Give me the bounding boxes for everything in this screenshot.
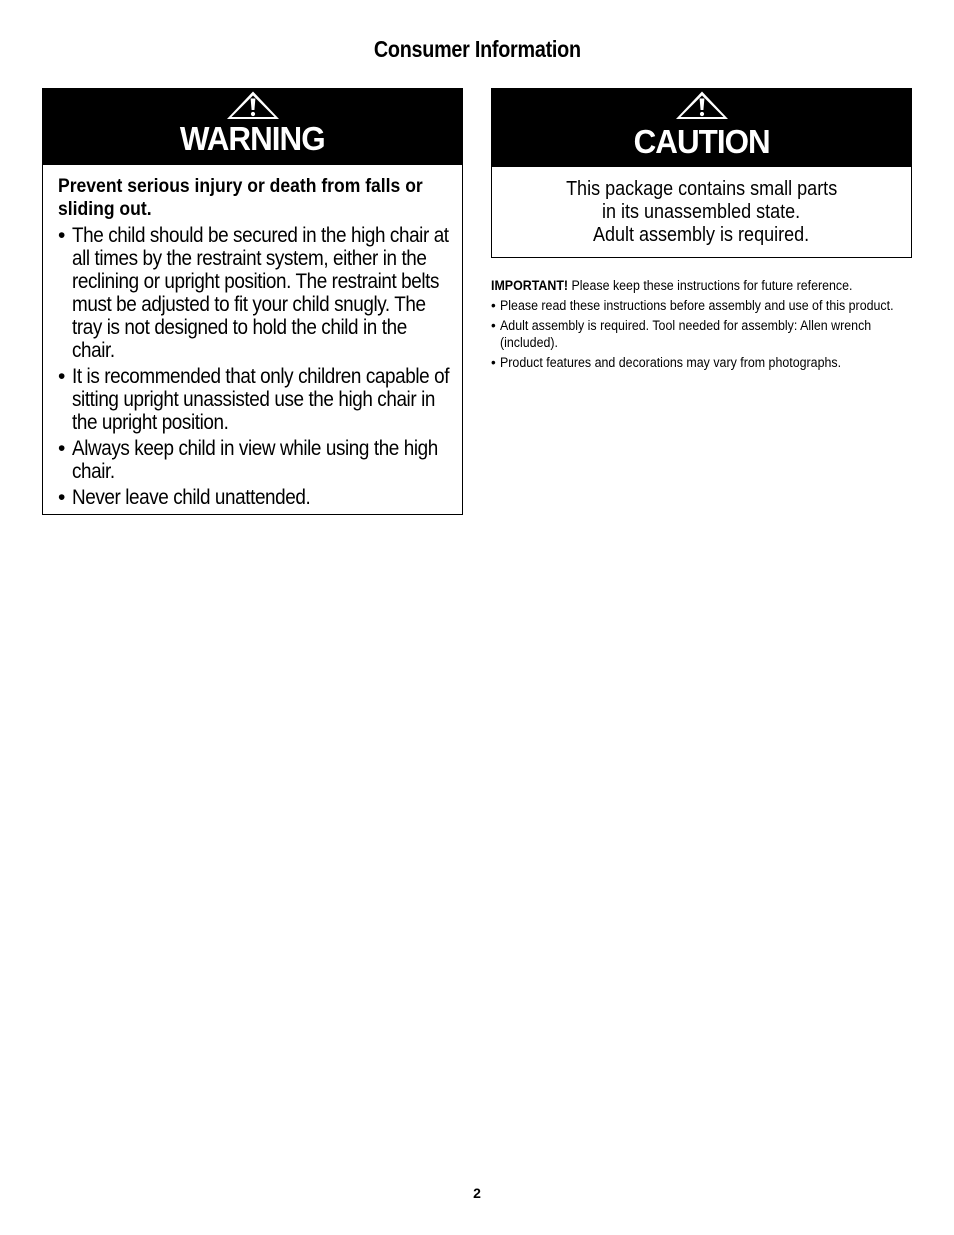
caution-body (492, 167, 911, 247)
warning-list (58, 224, 452, 509)
important-notes (491, 277, 911, 374)
page-number: 2 (473, 1185, 481, 1201)
important-paragraph (491, 277, 911, 294)
warning-item: • Always keep child in view while using the high chair. (58, 437, 452, 483)
warning-body (43, 165, 462, 509)
important-label: IMPORTANT! (491, 278, 569, 293)
important-item: • Adult assembly is required. Tool needed for assembly: Allen wrench (included). (491, 317, 911, 351)
warning-heading: WARNING (180, 120, 325, 157)
caution-line: Adult assembly is required. (593, 224, 810, 246)
caution-heading: CAUTION (633, 123, 770, 160)
exclamation-triangle-icon (674, 90, 730, 120)
caution-box (491, 88, 912, 258)
important-item: • Please read these instructions before assembly and use of this product. (491, 297, 911, 314)
warning-item: • The child should be secured in the high chair at all times by the restraint system, either in the reclining or upright position. The restraint belts must be adjusted to fit your child snugly. The tray is not designed to hold the child in the chair. (58, 224, 452, 362)
page-title: Consumer Information (373, 36, 581, 62)
important-text: Please keep these instructions for future reference. (571, 278, 853, 293)
warning-item: • Never leave child unattended. (58, 486, 452, 509)
caution-line: This package contains small parts (565, 178, 838, 200)
caution-line: in its unassembled state. (602, 201, 801, 223)
warning-header (43, 89, 462, 165)
important-list (491, 297, 911, 371)
warning-lead: Prevent serious injury or death from falls or sliding out. (58, 175, 423, 220)
exclamation-triangle-icon (225, 90, 281, 120)
warning-item: • It is recommended that only children capable of sitting upright unassisted use the high chair in the upright position. (58, 365, 452, 434)
caution-header (492, 89, 911, 167)
warning-box (42, 88, 463, 515)
important-item: • Product features and decorations may vary from photographs. (491, 354, 911, 371)
